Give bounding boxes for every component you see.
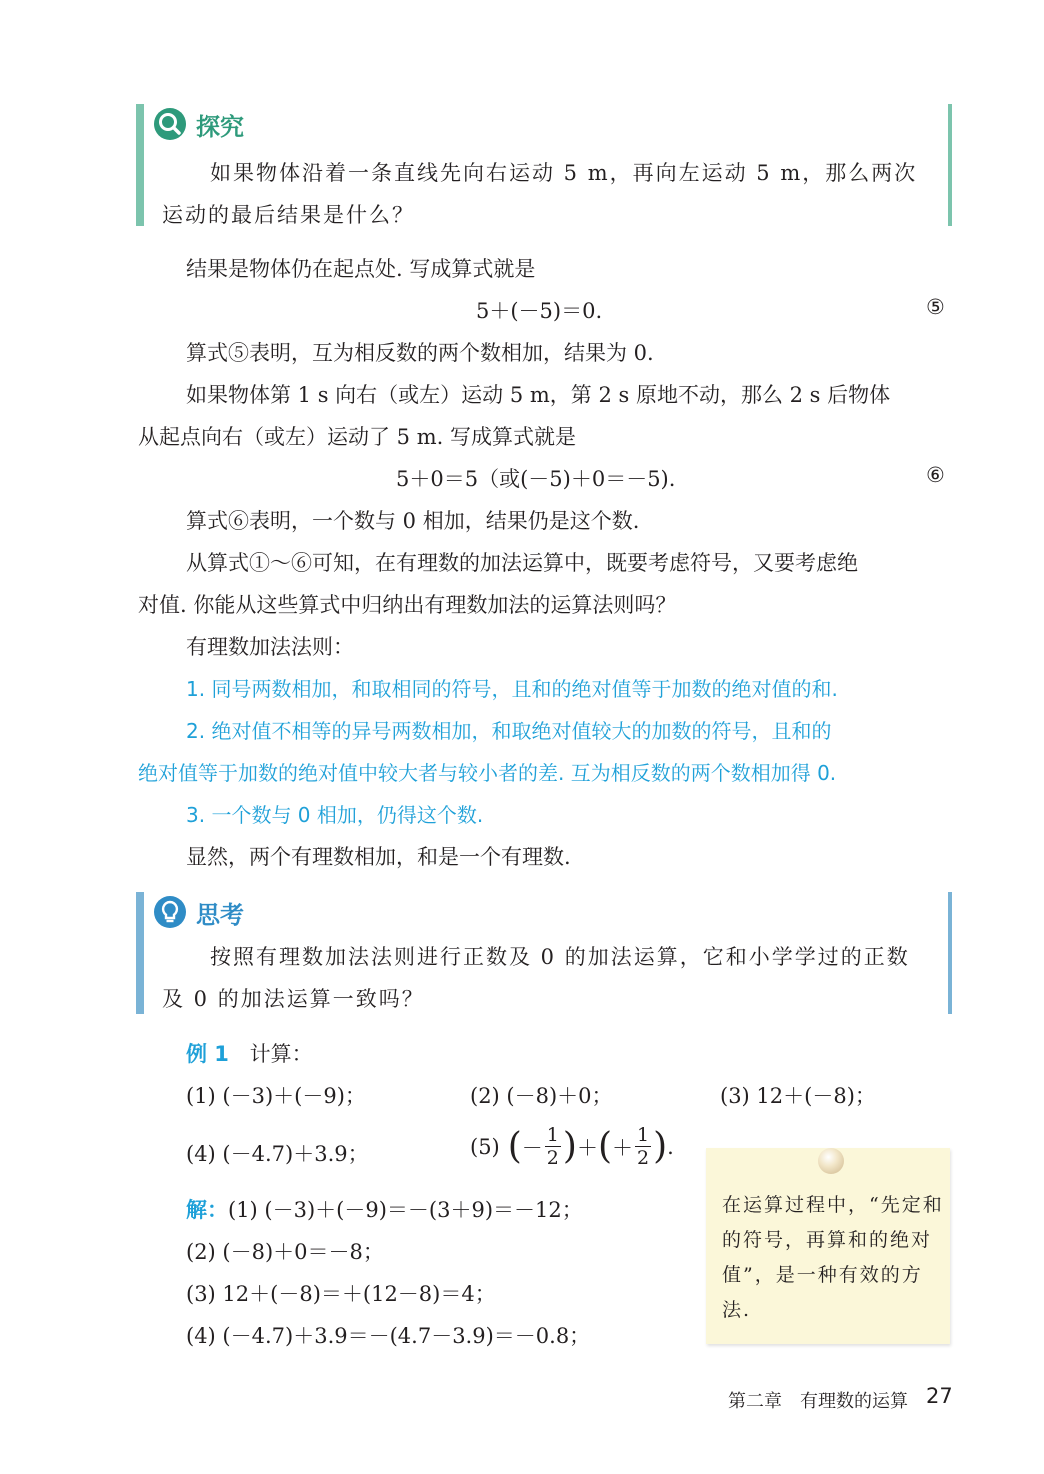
equation-6-number: ⑥ [926, 463, 945, 487]
rule-2-line-2: 绝对值等于加数的绝对值中较大者与较小者的差. 互为相反数的两个数相加得 0. [138, 761, 837, 785]
think-box [136, 892, 952, 1014]
think-right-bar [948, 892, 952, 1014]
fraction-2-denominator: 2 [636, 1147, 650, 1169]
solution-2: (2) (－8)＋0＝－8； [186, 1240, 384, 1264]
rule-1: 1. 同号两数相加，和取相同的符号，且和的绝对值等于加数的绝对值的和. [186, 677, 838, 701]
rule-2-line-1: 2. 绝对值不相等的异号两数相加，和取绝对值较大的加数的符号，且和的 [186, 719, 832, 743]
fraction-1-denominator: 2 [546, 1147, 559, 1169]
problem-5-label: (5) [470, 1134, 500, 1159]
think-question [162, 936, 928, 1020]
rule-heading: 有理数加法法则： [186, 635, 354, 659]
problem-5 [470, 1124, 674, 1169]
problem-5-sign-2: ＋ [611, 1135, 633, 1160]
explore-header [152, 106, 244, 142]
example-heading [186, 1038, 313, 1068]
pushpin-icon [818, 1148, 844, 1174]
problem-4: (4) (－4.7)＋3.9； [186, 1142, 369, 1166]
solution-1-row [186, 1194, 583, 1224]
solution-label: 解： [186, 1198, 228, 1222]
explore-title: 探究 [196, 112, 244, 141]
think-line-1: 按照有理数加法法则进行正数及 0 的加法运算，它和小学学过的正数 [210, 945, 910, 969]
footer-chapter: 第二章 有理数的运算 [728, 1391, 908, 1412]
solution-3: (3) 12＋(－8)＝＋(12－8)＝4； [186, 1282, 496, 1306]
paragraph-eq6-meaning: 算式⑥表明，一个数与 0 相加，结果仍是这个数. [186, 509, 640, 533]
fraction-2 [635, 1124, 651, 1169]
equation-5: 5＋(－5)＝0. [476, 299, 603, 323]
paren-close-1: ) [562, 1126, 577, 1167]
explore-box [136, 104, 952, 226]
lightbulb-icon [152, 894, 188, 930]
explore-line-2: 运动的最后结果是什么？ [162, 203, 415, 227]
solution-1: (1) (－3)＋(－9)＝－(3＋9)＝－12； [228, 1198, 583, 1222]
problem-2: (2) (－8)＋0； [470, 1084, 613, 1108]
paren-open-1: ( [507, 1126, 522, 1167]
problem-1: (1) (－3)＋(－9)； [186, 1084, 366, 1108]
problem-5-sign-1: － [521, 1135, 543, 1160]
explore-right-bar [948, 104, 952, 226]
problem-5-end: . [667, 1134, 674, 1159]
solution-4: (4) (－4.7)＋3.9＝－(4.7－3.9)＝－0.8； [186, 1324, 591, 1348]
paragraph-motion-line-2: 从起点向右（或左）运动了 5 m. 写成算式就是 [138, 425, 576, 449]
explore-question [162, 152, 928, 236]
paren-open-2: ( [597, 1126, 612, 1167]
equation-6: 5＋0＝5（或(－5)＋0＝－5). [396, 467, 676, 491]
think-header [152, 894, 244, 930]
equation-5-number: ⑤ [926, 295, 945, 319]
explore-line-1: 如果物体沿着一条直线先向右运动 5 m，再向左运动 5 m，那么两次 [210, 161, 918, 185]
page-number: 27 [926, 1384, 953, 1408]
paragraph-result: 结果是物体仍在起点处. 写成算式就是 [186, 257, 536, 281]
sticky-note-text: 在运算过程中，“先定和的符号，再算和的绝对值”，是一种有效的方法. [722, 1194, 944, 1321]
example-task: 计算： [249, 1042, 313, 1066]
paragraph-summary-line-1: 从算式①～⑥可知，在有理数的加法运算中，既要考虑符号，又要考虑绝 [186, 551, 858, 575]
think-title: 思考 [196, 900, 244, 929]
fraction-1 [545, 1124, 561, 1169]
explore-left-bar [136, 104, 144, 226]
example-label: 例 1 [186, 1042, 229, 1066]
problem-5-plus: ＋ [576, 1135, 598, 1160]
think-line-2: 及 0 的加法运算一致吗？ [162, 987, 425, 1011]
magnifier-icon [152, 106, 188, 142]
sticky-note [706, 1148, 950, 1344]
fraction-2-numerator: 1 [636, 1124, 650, 1146]
rule-3: 3. 一个数与 0 相加，仍得这个数. [186, 803, 484, 827]
problem-3: (3) 12＋(－8)； [720, 1084, 876, 1108]
paragraph-eq5-meaning: 算式⑤表明，互为相反数的两个数相加，结果为 0. [186, 341, 654, 365]
paragraph-closure: 显然，两个有理数相加，和是一个有理数. [186, 845, 571, 869]
paren-close-2: ) [653, 1126, 668, 1167]
think-left-bar [136, 892, 144, 1014]
paragraph-motion-line-1: 如果物体第 1 s 向右（或左）运动 5 m，第 2 s 原地不动，那么 2 s 后物体 [186, 383, 891, 407]
fraction-1-numerator: 1 [546, 1124, 559, 1146]
paragraph-summary-line-2: 对值. 你能从这些算式中归纳出有理数加法的运算法则吗？ [138, 593, 677, 617]
